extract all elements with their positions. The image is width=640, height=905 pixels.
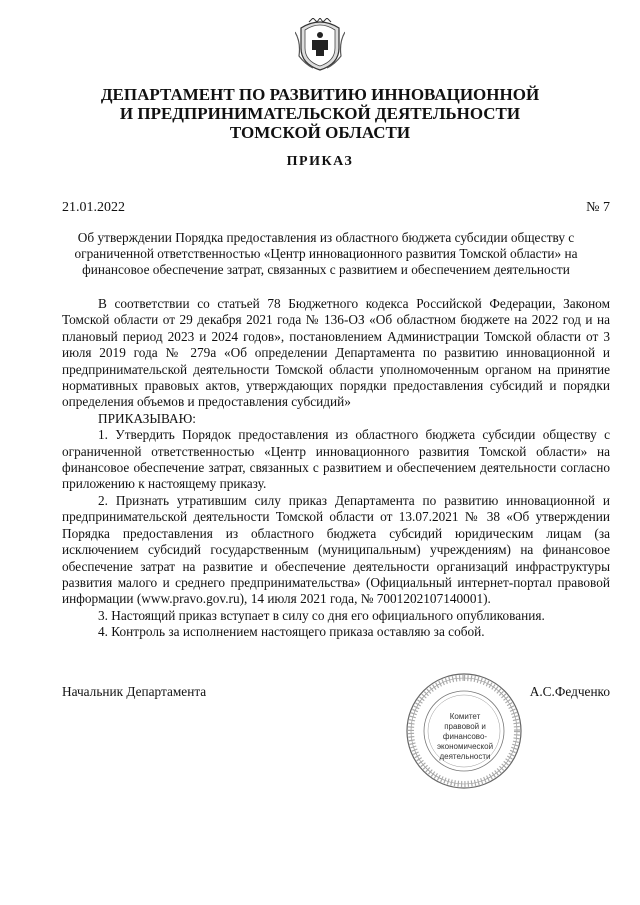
seal-line-2: правовой и bbox=[444, 722, 486, 731]
seal-text bbox=[430, 712, 500, 762]
department-line-3: ТОМСКОЙ ОБЛАСТИ bbox=[229, 123, 411, 142]
order-body bbox=[62, 296, 610, 641]
order-item-1: 1. Утвердить Порядок предоставления из областного бюджета субсидии обществу с ограниченной ответственностью «Центр инновационного развития Томской области» на финансовое обеспечение затрат, связанных с развитием и обеспечением деятельности согласно приложению к настоящему приказу. bbox=[62, 427, 610, 492]
order-subject: Об утверждении Порядка предоставления из областного бюджета субсидии обществу с ограниченной ответственностью «Центр инновационного развития Томской области» на финансовое обеспечение затрат, связанных с развитием и обеспечением деятельности bbox=[74, 230, 578, 277]
order-command: ПРИКАЗЫВАЮ: bbox=[98, 410, 196, 426]
preamble-paragraph: В соответствии со статьей 78 Бюджетного кодекса Российской Федерации, Законом Томской области от 29 декабря 2021 года № 136-ОЗ «Об областном бюджете на 2022 год и на плановый период 2023 и 2024 годов», постановлением Администрации Томской области от 3 июля 2019 года № 279а «Об определении Департамента по развитию инновационной и предпринимательской деятельности Томской области уполномоченным органом на принятие нормативных правовых актов, утверждающих порядки предоставления субсидий и порядки определения объемов и предоставления субсидий» bbox=[62, 296, 610, 410]
department-title bbox=[40, 85, 600, 142]
order-item-4: 4. Контроль за исполнением настоящего приказа оставляю за собой. bbox=[98, 624, 485, 640]
document-type: ПРИКАЗ bbox=[286, 154, 354, 169]
order-number: № 7 bbox=[586, 200, 610, 215]
signatory-name: А.С.Федченко bbox=[529, 684, 610, 699]
seal-line-4: экономической bbox=[436, 742, 494, 751]
order-item-2: 2. Признать утратившим силу приказ Департамента по развитию инновационной и предпринимательской деятельности Томской области от 13.07.2021 № 38 «Об утверждении Порядка предоставления из областного бюджета субсидий юридическим лицам (за исключением субсидий государственным (муниципальным) учреждениям) на финансовое обеспечение затрат на развитие и обеспечение деятельности организаций инфраструктуры развития малого и среднего предпринимательства» (Официальный интернет-портал правовой информации (www.pravo.gov.ru), 14 июля 2021 года, № 7001202107140001). bbox=[62, 492, 610, 607]
order-item-3: 3. Настоящий приказ вступает в силу со дня его официального опубликования. bbox=[98, 607, 545, 623]
department-line-2: И ПРЕДПРИНИМАТЕЛЬСКОЙ ДЕЯТЕЛЬНОСТИ bbox=[119, 104, 521, 123]
seal-line-1: Комитет bbox=[449, 712, 481, 721]
seal-line-3: финансово- bbox=[442, 732, 488, 741]
department-line-1: ДЕПАРТАМЕНТ ПО РАЗВИТИЮ ИННОВАЦИОННОЙ bbox=[100, 85, 540, 104]
seal-line-5: деятельности bbox=[439, 752, 491, 761]
signatory-position: Начальник Департамента bbox=[62, 684, 207, 699]
order-date: 21.01.2022 bbox=[62, 200, 125, 215]
coat-of-arms-icon bbox=[295, 18, 345, 72]
